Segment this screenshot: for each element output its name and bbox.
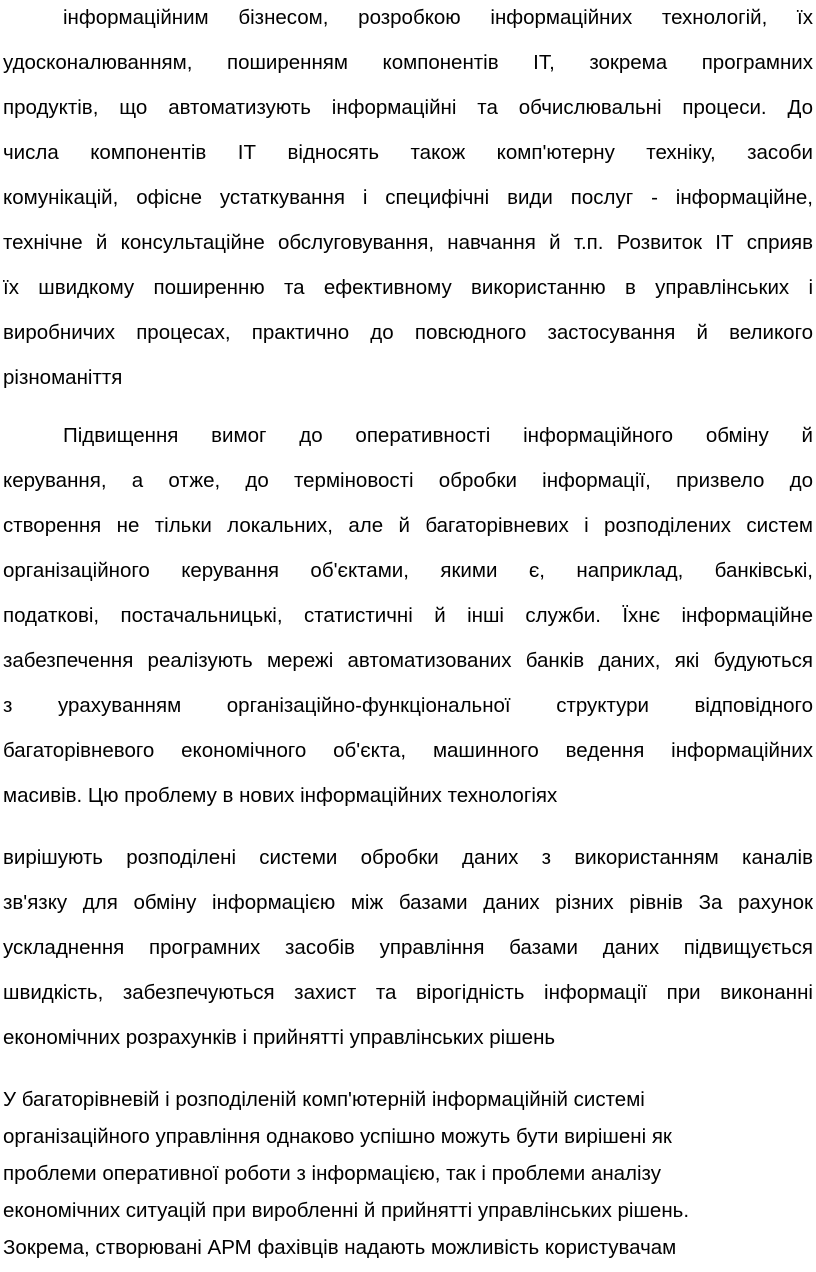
text-line: організаційного керування об'єктами, якими є, наприклад, банківські, xyxy=(3,559,813,582)
text-line: організаційного управління однаково успішно можуть бути вирішені як xyxy=(3,1125,672,1148)
text-line: забезпечення реалізують мережі автоматизованих банків даних, які будуються xyxy=(3,649,813,672)
paragraph-2 xyxy=(3,413,813,818)
text-line: продуктів, що автоматизують інформаційні та обчислювальні процеси. До xyxy=(3,96,813,119)
text-line: зв'язку для обміну інформацією між базами даних різних рівнів За рахунок xyxy=(3,891,813,914)
text-line: податкові, постачальницькі, статистичні й інші служби. Їхнє інформаційне xyxy=(3,604,813,627)
text-line: Зокрема, створювані АРМ фахівців надають можливість користувачам xyxy=(3,1236,677,1259)
text-line: з урахуванням організаційно-функціональної структури відповідного xyxy=(3,694,813,717)
paragraph-4 xyxy=(3,1081,813,1266)
text-line: ускладнення програмних засобів управління базами даних підвищується xyxy=(3,936,813,959)
text-line: вирішують розподілені системи обробки даних з використанням каналів xyxy=(3,846,813,869)
paragraph-3 xyxy=(3,835,813,1060)
text-line: числа компонентів ІТ відносять також комп'ютерну техніку, засоби xyxy=(3,141,813,164)
text-line: масивів. Цю проблему в нових інформаційних технологіях xyxy=(3,784,558,807)
text-line: створення не тільки локальних, але й багаторівневих і розподілених систем xyxy=(3,514,813,537)
text-line: У багаторівневій і розподіленій комп'ютерній інформаційній системі xyxy=(3,1088,645,1111)
text-line: різноманіття xyxy=(3,366,123,389)
paragraph-1 xyxy=(3,0,813,400)
text-line: комунікацій, офісне устаткування і специфічні види послуг - інформаційне, xyxy=(3,186,813,209)
text-line: Підвищення вимог до оперативності інформаційного обміну й xyxy=(63,424,813,447)
text-line: виробничих процесах, практично до повсюдного застосування й великого xyxy=(3,321,813,344)
text-line: економічних розрахунків і прийнятті управлінських рішень xyxy=(3,1026,556,1049)
text-line: швидкість, забезпечуються захист та вірогідність інформації при виконанні xyxy=(3,981,813,1004)
text-line: удосконалюванням, поширенням компонентів ІТ, зокрема програмних xyxy=(3,51,813,74)
text-line: їх швидкому поширенню та ефективному використанню в управлінських і xyxy=(3,276,813,299)
text-line: економічних ситуацій при виробленні й прийнятті управлінських рішень. xyxy=(3,1199,690,1222)
text-line: керування, а отже, до терміновості обробки інформації, призвело до xyxy=(3,469,813,492)
text-line: інформаційним бізнесом, розробкою інформаційних технологій, їх xyxy=(63,6,813,29)
text-line: технічне й консультаційне обслуговування, навчання й т.п. Розвиток ІТ сприяв xyxy=(3,231,813,254)
text-line: проблеми оперативної роботи з інформацією, так і проблеми аналізу xyxy=(3,1162,661,1185)
text-line: багаторівневого економічного об'єкта, машинного ведення інформаційних xyxy=(3,739,813,762)
